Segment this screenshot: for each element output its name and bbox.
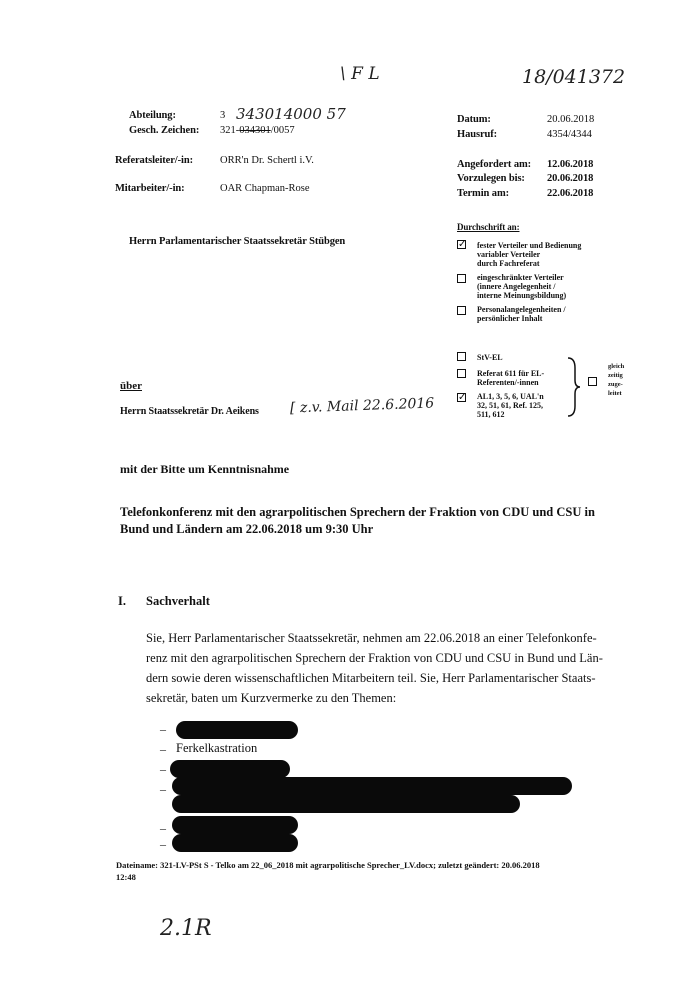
brace-icon — [566, 356, 582, 418]
geschaeftszeichen-value — [220, 125, 295, 136]
durchschrift-checkbox-1[interactable]: ✓ — [458, 239, 467, 250]
geschaeftszeichen-label: Gesch. Zeichen: — [129, 125, 200, 136]
list-item-dash: – — [160, 837, 166, 851]
list-item-dash: – — [160, 782, 166, 796]
handwritten-abteilung-code: 343014000 57 — [236, 105, 346, 123]
redaction-bar — [176, 721, 298, 739]
distribution-item-2-text: Referat 611 für EL- Referenten/-innen — [477, 369, 545, 387]
durchschrift-item-3-text: Personalangelegenheiten / persönlicher Inhalt — [477, 305, 566, 323]
termin-label: Termin am: — [457, 188, 509, 199]
redaction-bar — [172, 795, 520, 813]
vorzulegen-value: 20.06.2018 — [547, 173, 594, 184]
durchschrift-item-2-text: eingeschränkter Verteiler (innere Angelegenheit / interne Meinungsbildung) — [477, 273, 567, 300]
body-line: renz mit den agrarpolitischen Sprechern der Fraktion von CDU und CSU in Bund und Län- — [146, 651, 603, 665]
durchschrift-title: Durchschrift an: — [457, 222, 520, 232]
ueber-person: Herrn Staatssekretär Dr. Aeikens — [120, 406, 259, 417]
handwritten-bottom-note: 2.1R — [160, 916, 212, 941]
durchschrift-checkbox-2[interactable] — [457, 274, 466, 283]
section-number: I. — [118, 594, 126, 608]
angefordert-label: Angefordert am: — [457, 159, 532, 170]
subject-line-1: Telefonkonferenz mit den agrarpolitischen Sprechern der Fraktion von CDU und CSU in — [120, 505, 595, 519]
handwritten-document-number: 18/041372 — [522, 66, 626, 88]
subject-line-2: Bund und Ländern am 22.06.2018 um 9:30 Uhr — [120, 522, 374, 536]
distribution-checkbox-2[interactable] — [457, 369, 466, 378]
mitarbeiter-label: Mitarbeiter/-in: — [115, 183, 185, 194]
termin-value: 22.06.2018 — [547, 188, 594, 199]
durchschrift-item-1-text: fester Verteiler und Bedienung variabler Verteiler durch Fachreferat — [477, 241, 582, 268]
datum-label: Datum: — [457, 114, 491, 125]
hausruf-value: 4354/4344 — [547, 129, 592, 140]
distribution-checkbox-3[interactable]: ✓ — [458, 392, 467, 403]
vorzulegen-label: Vorzulegen bis: — [457, 173, 525, 184]
abteilung-label: Abteilung: — [129, 110, 176, 121]
handwritten-mark: \ F L — [340, 64, 380, 84]
list-item-ferkelkastration: Ferkelkastration — [176, 741, 258, 755]
geschaeftszeichen-suffix: /0057 — [270, 125, 295, 136]
body-line: Sie, Herr Parlamentarischer Staatssekretär, nehmen am 22.06.2018 an einer Telefonkonfe- — [146, 631, 597, 645]
bitte-text: mit der Bitte um Kenntnisnahme — [120, 462, 290, 476]
durchschrift-checkbox-3[interactable] — [457, 306, 466, 315]
ueber-label: über — [120, 380, 142, 392]
datum-value: 20.06.2018 — [547, 114, 595, 125]
list-item-dash: – — [160, 821, 166, 835]
distribution-checkbox-1[interactable] — [457, 352, 466, 361]
mitarbeiter-value: OAR Chapman-Rose — [220, 183, 310, 194]
gleichzeitig-checkbox[interactable] — [588, 377, 597, 386]
handwritten-date-note: [ z.v. Mail 22.6.2016 — [289, 395, 435, 417]
footer-filename: Dateiname: 321-LV-PSt S - Telko am 22_06_2018 mit agrarpolitische Sprecher_LV.docx; zuletzt geändert: 20.06.2018 — [116, 860, 540, 870]
recipient: Herrn Parlamentarischer Staatssekretär Stübgen — [129, 236, 346, 247]
gleichzeitig-label: gleich zeitig zuge- leitet — [608, 363, 625, 397]
redaction-bar — [170, 760, 290, 778]
section-title: Sachverhalt — [146, 594, 210, 608]
referatsleiter-value: ORR'n Dr. Schertl i.V. — [220, 155, 314, 166]
body-line: sekretär, baten um Kurzvermerke zu den Themen: — [146, 691, 397, 705]
redaction-bar — [172, 834, 298, 852]
abteilung-value: 3 — [220, 110, 226, 121]
distribution-item-1-text: StV-EL — [477, 353, 503, 362]
list-item-dash: – — [160, 742, 166, 756]
list-item-dash: – — [160, 762, 166, 776]
redaction-bar — [172, 777, 572, 795]
geschaeftszeichen-struck: 034301 — [239, 125, 271, 136]
list-item-dash: – — [160, 722, 166, 736]
hausruf-label: Hausruf: — [457, 129, 498, 140]
footer-time: 12:48 — [116, 872, 136, 882]
angefordert-value: 12.06.2018 — [547, 159, 594, 170]
body-paragraph — [146, 628, 603, 708]
distribution-item-3-text: AL1, 3, 5, 6, UAL'n 32, 51, 61, Ref. 125, 511, 612 — [477, 392, 544, 419]
geschaeftszeichen-prefix: 321- — [220, 125, 240, 136]
redaction-bar — [172, 816, 298, 834]
body-line: dern sowie deren wissenschaftlichen Mitarbeitern teil. Sie, Herr Parlamentarischer Staats- — [146, 671, 596, 685]
referatsleiter-label: Referatsleiter/-in: — [115, 155, 193, 166]
